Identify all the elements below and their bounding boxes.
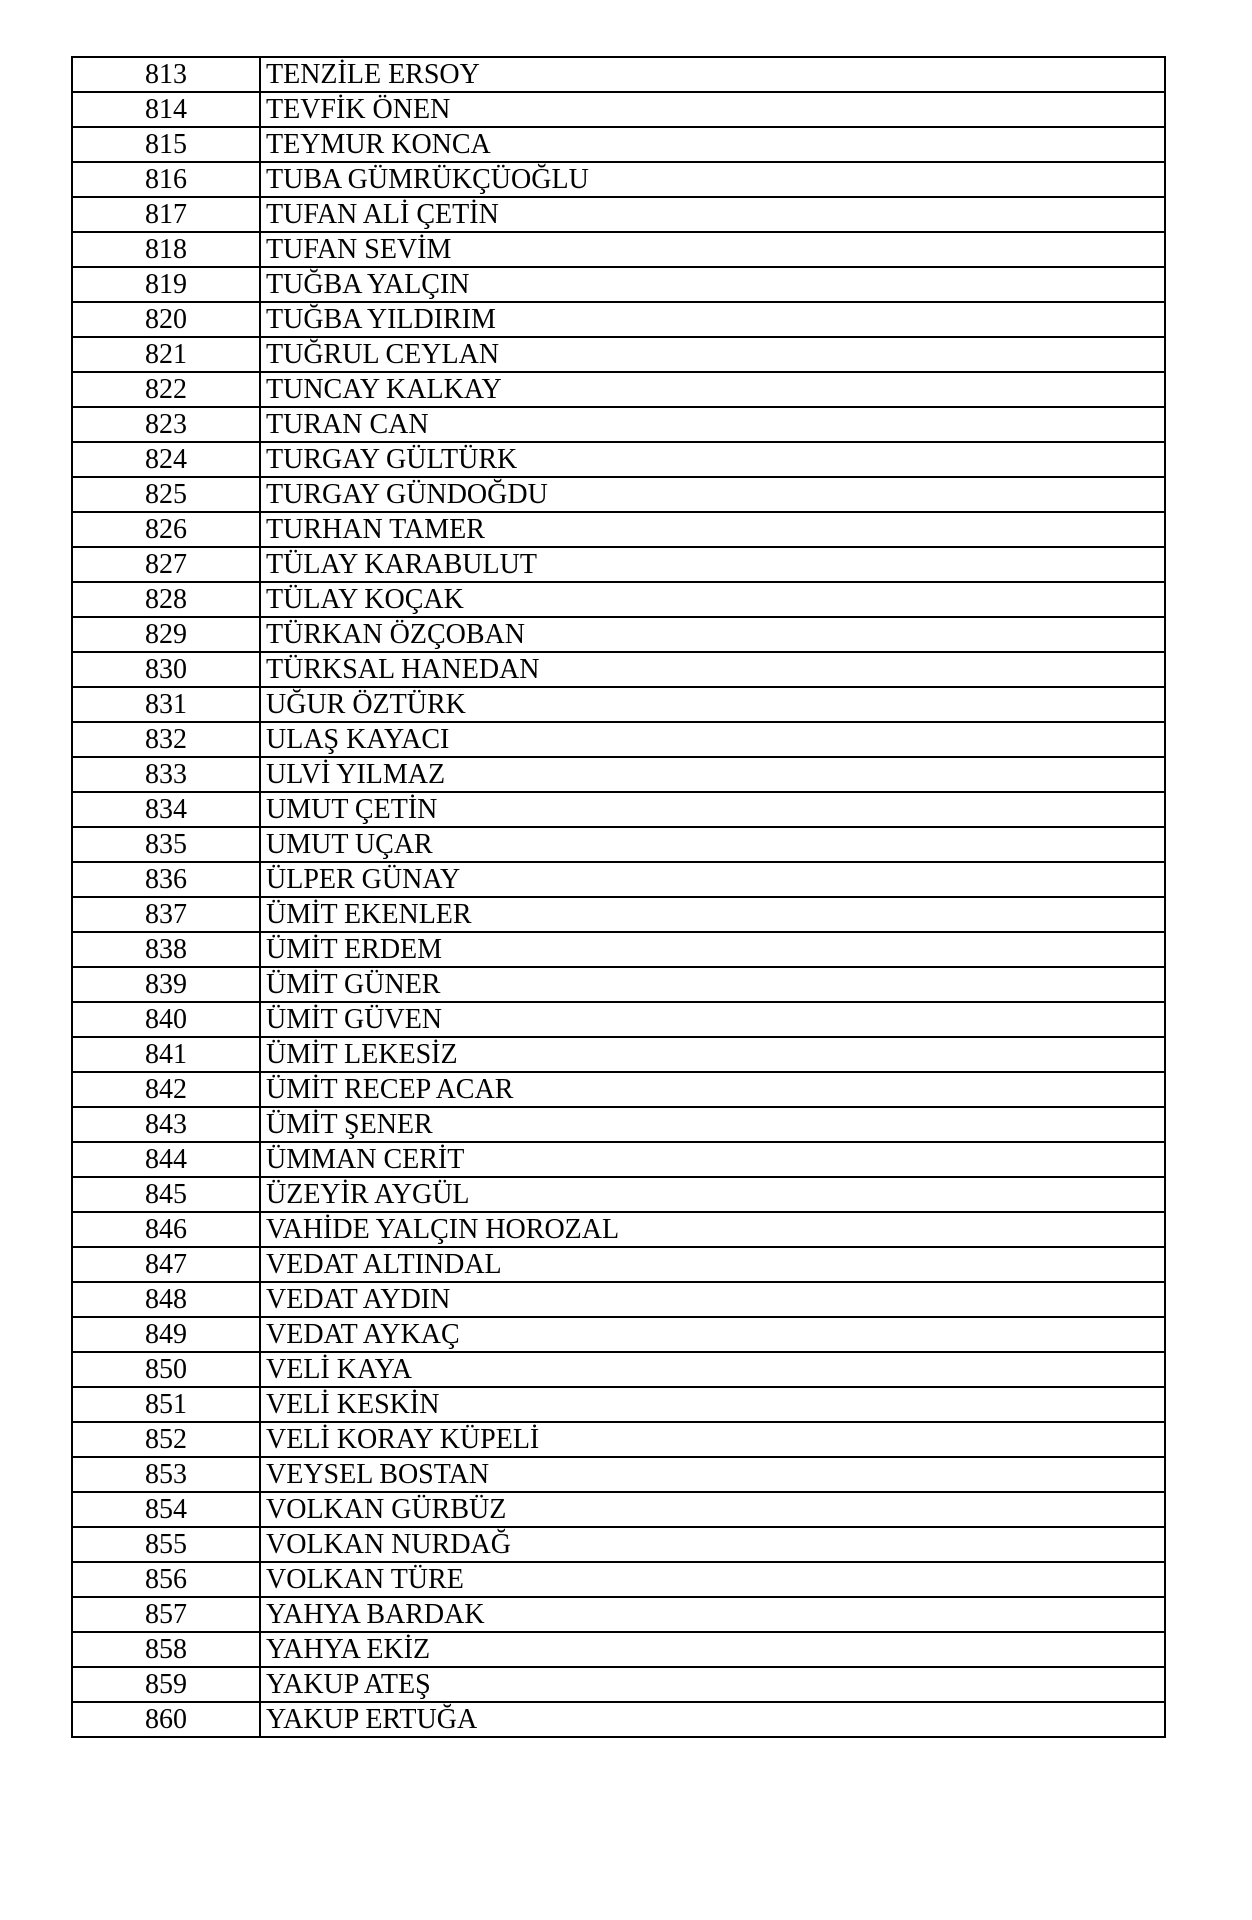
row-number: 845 xyxy=(72,1177,260,1212)
person-name: VEDAT ALTINDAL xyxy=(260,1247,1165,1282)
person-name: TURHAN TAMER xyxy=(260,512,1165,547)
person-name: VELİ KAYA xyxy=(260,1352,1165,1387)
person-name: ULAŞ KAYACI xyxy=(260,722,1165,757)
row-number: 821 xyxy=(72,337,260,372)
row-number: 813 xyxy=(72,57,260,92)
table-row xyxy=(72,932,1165,967)
row-number: 858 xyxy=(72,1632,260,1667)
table-row xyxy=(72,1492,1165,1527)
table-row xyxy=(72,372,1165,407)
table-row xyxy=(72,547,1165,582)
row-number: 832 xyxy=(72,722,260,757)
row-number: 815 xyxy=(72,127,260,162)
row-number: 846 xyxy=(72,1212,260,1247)
person-name: VEDAT AYKAÇ xyxy=(260,1317,1165,1352)
person-name: TUBA GÜMRÜKÇÜOĞLU xyxy=(260,162,1165,197)
name-list-body xyxy=(72,57,1165,1737)
person-name: YAHYA EKİZ xyxy=(260,1632,1165,1667)
person-name: YAHYA BARDAK xyxy=(260,1597,1165,1632)
table-row xyxy=(72,1282,1165,1317)
table-row xyxy=(72,652,1165,687)
row-number: 823 xyxy=(72,407,260,442)
table-row xyxy=(72,757,1165,792)
table-row xyxy=(72,1107,1165,1142)
person-name: TUFAN ALİ ÇETİN xyxy=(260,197,1165,232)
person-name: TÜLAY KARABULUT xyxy=(260,547,1165,582)
table-row xyxy=(72,407,1165,442)
person-name: ÜMİT EKENLER xyxy=(260,897,1165,932)
person-name: VEDAT AYDIN xyxy=(260,1282,1165,1317)
row-number: 816 xyxy=(72,162,260,197)
person-name: VELİ KESKİN xyxy=(260,1387,1165,1422)
table-row xyxy=(72,1702,1165,1737)
table-row xyxy=(72,1422,1165,1457)
row-number: 841 xyxy=(72,1037,260,1072)
row-number: 850 xyxy=(72,1352,260,1387)
table-row xyxy=(72,687,1165,722)
row-number: 835 xyxy=(72,827,260,862)
table-row xyxy=(72,1457,1165,1492)
row-number: 834 xyxy=(72,792,260,827)
row-number: 857 xyxy=(72,1597,260,1632)
row-number: 854 xyxy=(72,1492,260,1527)
table-row xyxy=(72,1597,1165,1632)
row-number: 825 xyxy=(72,477,260,512)
person-name: YAKUP ERTUĞA xyxy=(260,1702,1165,1737)
table-row xyxy=(72,582,1165,617)
table-row xyxy=(72,792,1165,827)
row-number: 820 xyxy=(72,302,260,337)
person-name: YAKUP ATEŞ xyxy=(260,1667,1165,1702)
row-number: 856 xyxy=(72,1562,260,1597)
person-name: VOLKAN TÜRE xyxy=(260,1562,1165,1597)
row-number: 844 xyxy=(72,1142,260,1177)
person-name: TEVFİK ÖNEN xyxy=(260,92,1165,127)
row-number: 833 xyxy=(72,757,260,792)
table-row xyxy=(72,862,1165,897)
table-row xyxy=(72,722,1165,757)
person-name: ÜZEYİR AYGÜL xyxy=(260,1177,1165,1212)
person-name: VELİ KORAY KÜPELİ xyxy=(260,1422,1165,1457)
table-row xyxy=(72,477,1165,512)
row-number: 840 xyxy=(72,1002,260,1037)
person-name: TUNCAY KALKAY xyxy=(260,372,1165,407)
row-number: 859 xyxy=(72,1667,260,1702)
row-number: 814 xyxy=(72,92,260,127)
table-row xyxy=(72,1037,1165,1072)
row-number: 826 xyxy=(72,512,260,547)
person-name: ÜMİT LEKESİZ xyxy=(260,1037,1165,1072)
table-row xyxy=(72,1072,1165,1107)
row-number: 817 xyxy=(72,197,260,232)
row-number: 842 xyxy=(72,1072,260,1107)
table-row xyxy=(72,967,1165,1002)
person-name: ÜLPER GÜNAY xyxy=(260,862,1165,897)
table-row xyxy=(72,1562,1165,1597)
table-row xyxy=(72,1527,1165,1562)
table-row xyxy=(72,232,1165,267)
table-row xyxy=(72,1142,1165,1177)
row-number: 824 xyxy=(72,442,260,477)
table-row xyxy=(72,1247,1165,1282)
row-number: 851 xyxy=(72,1387,260,1422)
row-number: 831 xyxy=(72,687,260,722)
person-name: TUFAN SEVİM xyxy=(260,232,1165,267)
person-name: UMUT ÇETİN xyxy=(260,792,1165,827)
person-name: TUĞBA YALÇIN xyxy=(260,267,1165,302)
person-name: TUĞBA YILDIRIM xyxy=(260,302,1165,337)
row-number: 852 xyxy=(72,1422,260,1457)
table-row xyxy=(72,1632,1165,1667)
row-number: 829 xyxy=(72,617,260,652)
person-name: TUĞRUL CEYLAN xyxy=(260,337,1165,372)
table-row xyxy=(72,127,1165,162)
row-number: 828 xyxy=(72,582,260,617)
row-number: 837 xyxy=(72,897,260,932)
person-name: TURGAY GÜLTÜRK xyxy=(260,442,1165,477)
person-name: VOLKAN GÜRBÜZ xyxy=(260,1492,1165,1527)
row-number: 836 xyxy=(72,862,260,897)
person-name: TEYMUR KONCA xyxy=(260,127,1165,162)
person-name: ÜMİT ERDEM xyxy=(260,932,1165,967)
person-name: TURGAY GÜNDOĞDU xyxy=(260,477,1165,512)
row-number: 860 xyxy=(72,1702,260,1737)
person-name: ÜMİT GÜVEN xyxy=(260,1002,1165,1037)
row-number: 847 xyxy=(72,1247,260,1282)
person-name: VEYSEL BOSTAN xyxy=(260,1457,1165,1492)
row-number: 843 xyxy=(72,1107,260,1142)
table-row xyxy=(72,617,1165,652)
table-row xyxy=(72,267,1165,302)
row-number: 838 xyxy=(72,932,260,967)
person-name: TÜRKAN ÖZÇOBAN xyxy=(260,617,1165,652)
person-name: ULVİ YILMAZ xyxy=(260,757,1165,792)
person-name: VAHİDE YALÇIN HOROZAL xyxy=(260,1212,1165,1247)
name-list-table xyxy=(71,56,1166,1738)
table-row xyxy=(72,337,1165,372)
table-row xyxy=(72,162,1165,197)
table-row xyxy=(72,197,1165,232)
person-name: ÜMİT ŞENER xyxy=(260,1107,1165,1142)
person-name: TÜLAY KOÇAK xyxy=(260,582,1165,617)
table-row xyxy=(72,827,1165,862)
row-number: 849 xyxy=(72,1317,260,1352)
row-number: 830 xyxy=(72,652,260,687)
table-row xyxy=(72,1177,1165,1212)
row-number: 855 xyxy=(72,1527,260,1562)
person-name: VOLKAN NURDAĞ xyxy=(260,1527,1165,1562)
table-row xyxy=(72,57,1165,92)
row-number: 822 xyxy=(72,372,260,407)
table-row xyxy=(72,1667,1165,1702)
row-number: 839 xyxy=(72,967,260,1002)
row-number: 819 xyxy=(72,267,260,302)
person-name: ÜMİT GÜNER xyxy=(260,967,1165,1002)
person-name: TURAN CAN xyxy=(260,407,1165,442)
row-number: 827 xyxy=(72,547,260,582)
person-name: ÜMİT RECEP ACAR xyxy=(260,1072,1165,1107)
table-row xyxy=(72,1387,1165,1422)
table-row xyxy=(72,92,1165,127)
table-row xyxy=(72,897,1165,932)
person-name: TENZİLE ERSOY xyxy=(260,57,1165,92)
row-number: 818 xyxy=(72,232,260,267)
row-number: 848 xyxy=(72,1282,260,1317)
table-row xyxy=(72,442,1165,477)
person-name: TÜRKSAL HANEDAN xyxy=(260,652,1165,687)
person-name: UĞUR ÖZTÜRK xyxy=(260,687,1165,722)
table-row xyxy=(72,512,1165,547)
table-row xyxy=(72,1002,1165,1037)
person-name: ÜMMAN CERİT xyxy=(260,1142,1165,1177)
table-row xyxy=(72,1317,1165,1352)
table-row xyxy=(72,1212,1165,1247)
person-name: UMUT UÇAR xyxy=(260,827,1165,862)
table-row xyxy=(72,302,1165,337)
table-row xyxy=(72,1352,1165,1387)
row-number: 853 xyxy=(72,1457,260,1492)
